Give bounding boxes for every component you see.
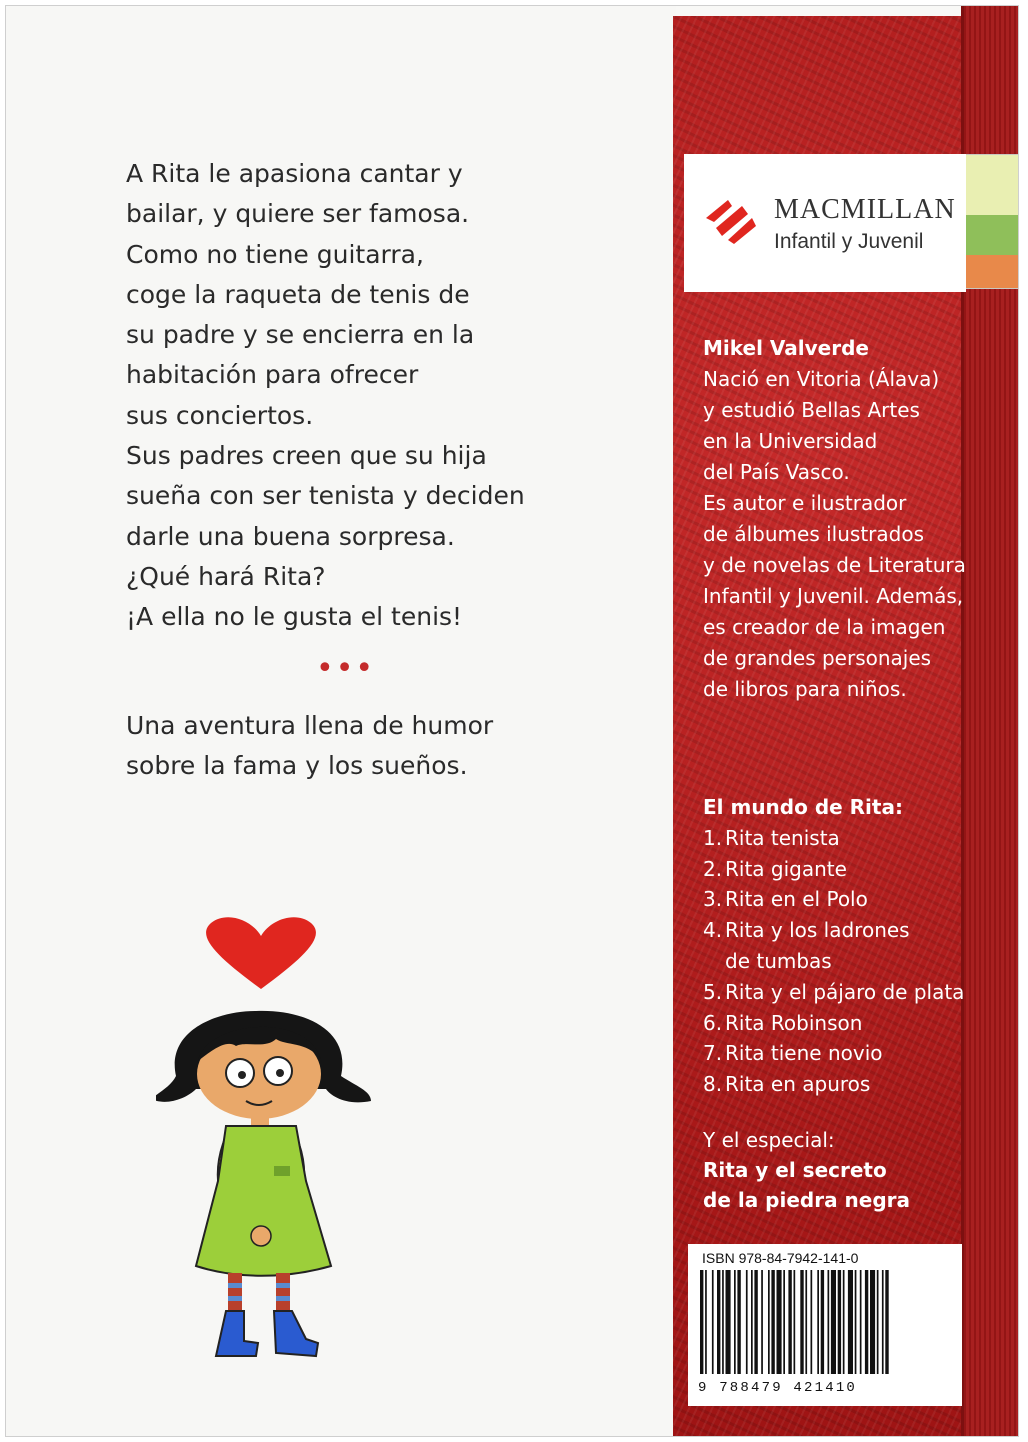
blurb-line: Como no tiene guitarra, <box>126 239 424 269</box>
barcode-bars <box>698 1270 952 1374</box>
barcode-bar <box>860 1270 862 1374</box>
right-leg <box>276 1273 290 1313</box>
list-item <box>703 1069 978 1100</box>
item-title: de tumbas <box>725 948 832 973</box>
tagline <box>126 706 493 786</box>
macmillan-logo-icon <box>702 196 758 246</box>
item-number: 1. <box>703 825 723 850</box>
publisher-logo <box>684 154 966 292</box>
barcode-bar <box>717 1270 720 1374</box>
right-boot <box>274 1311 318 1356</box>
item-number: 6. <box>703 1010 723 1035</box>
barcode-bar <box>768 1270 770 1374</box>
blurb-panel <box>6 6 676 1436</box>
barcode-bar <box>777 1270 782 1374</box>
blurb-line: bailar, y quiere ser famosa. <box>126 199 470 229</box>
barcode-bar <box>831 1270 836 1374</box>
barcode-bar <box>737 1270 740 1374</box>
blurb-line: su padre y se encierra en la <box>126 320 475 350</box>
blurb-line: sus conciertos. <box>126 400 314 430</box>
list-item <box>703 977 978 1008</box>
barcode-bar <box>848 1270 853 1374</box>
barcode-bar <box>794 1270 796 1374</box>
bio-line: de álbumes ilustrados <box>703 522 924 546</box>
barcode-bar <box>771 1270 774 1374</box>
green-dress <box>196 1126 331 1276</box>
barcode <box>688 1244 962 1406</box>
barcode-bar <box>855 1270 857 1374</box>
barcode-bar <box>726 1270 731 1374</box>
special-edition <box>703 1125 978 1215</box>
barcode-bar <box>817 1270 819 1374</box>
item-number: 3. <box>703 887 723 912</box>
item-number: 7. <box>703 1041 723 1066</box>
item-title: Rita tiene novio <box>725 1041 883 1066</box>
barcode-digits: 9 788479 421410 <box>698 1380 858 1396</box>
bio-line: Nació en Vitoria (Álava) <box>703 367 940 391</box>
barcode-bar <box>843 1270 845 1374</box>
barcode-bar <box>754 1270 757 1374</box>
bio-line: de grandes personajes <box>703 646 932 670</box>
item-number: 5. <box>703 979 723 1004</box>
barcode-bar <box>712 1270 714 1374</box>
barcode-bar <box>722 1270 724 1374</box>
left-boot <box>216 1311 258 1356</box>
bio-line: es creador de la imagen <box>703 615 946 639</box>
item-title: Rita tenista <box>725 825 840 850</box>
blurb-line: Sus padres creen que su hija <box>126 441 487 471</box>
section-separator: ••• <box>316 651 376 686</box>
barcode-bar <box>700 1270 703 1374</box>
bio-line: del País Vasco. <box>703 460 850 484</box>
blurb-line: coge la raqueta de tenis de <box>126 279 470 309</box>
publisher-imprint: Infantil y Juvenil <box>774 230 924 253</box>
barcode-bar <box>870 1270 875 1374</box>
list-item <box>703 915 978 946</box>
blurb-text <box>126 154 646 638</box>
item-number <box>703 946 725 977</box>
bio-line: y estudió Bellas Artes <box>703 398 920 422</box>
special-intro: Y el especial: <box>703 1128 835 1152</box>
list-item <box>703 823 978 854</box>
item-title: Rita Robinson <box>725 1010 863 1035</box>
barcode-bar <box>751 1270 753 1374</box>
series-heading: El mundo de Rita: <box>703 795 903 819</box>
item-title: Rita en apuros <box>725 1072 871 1097</box>
list-item <box>703 1008 978 1039</box>
bio-line: de libros para niños. <box>703 677 907 701</box>
barcode-bar <box>885 1270 888 1374</box>
heart-icon <box>206 917 316 989</box>
blurb-line: A Rita le apasiona cantar y <box>126 159 463 188</box>
item-title: Rita y los ladrones <box>725 918 910 943</box>
item-title: Rita y el pájaro de plata <box>725 979 965 1004</box>
item-title: Rita gigante <box>725 856 847 881</box>
barcode-bar <box>788 1270 791 1374</box>
barcode-bar <box>734 1270 736 1374</box>
special-title: de la piedra negra <box>703 1188 911 1212</box>
item-number: 8. <box>703 1072 723 1097</box>
list-item <box>703 946 978 977</box>
left-leg <box>228 1273 242 1313</box>
tagline-line: sobre la fama y los sueños. <box>126 751 468 780</box>
author-bio <box>703 333 978 705</box>
dress-pocket <box>274 1166 290 1176</box>
bio-line: Es autor e ilustrador <box>703 491 907 515</box>
blurb-line: darle una buena sorpresa. <box>126 521 455 551</box>
rita-illustration <box>156 911 436 1361</box>
bio-line: en la Universidad <box>703 429 878 453</box>
barcode-bar <box>811 1270 813 1374</box>
blurb-line: sueña con ser tenista y deciden <box>126 481 525 511</box>
barcode-bar <box>877 1270 879 1374</box>
blurb-line: ¡A ella no le gusta el tenis! <box>126 602 463 632</box>
tagline-line: Una aventura llena de humor <box>126 711 494 740</box>
barcode-bar <box>761 1270 763 1374</box>
barcode-bar <box>705 1270 707 1374</box>
list-item <box>703 1038 978 1069</box>
item-title: Rita en el Polo <box>725 887 868 912</box>
special-title: Rita y el secreto <box>703 1158 887 1182</box>
list-item <box>703 884 978 915</box>
blurb-line: ¿Qué hará Rita? <box>126 561 326 591</box>
barcode-bar <box>865 1270 868 1374</box>
blurb-line: habitación para ofrecer <box>126 360 419 390</box>
item-number: 4. <box>703 918 723 943</box>
book-back-cover <box>5 5 1019 1437</box>
series-list <box>703 792 978 1100</box>
barcode-bar <box>800 1270 803 1374</box>
bio-line: y de novelas de Literatura <box>703 553 966 577</box>
barcode-bar <box>821 1270 824 1374</box>
barcode-bar <box>838 1270 841 1374</box>
barcode-bar <box>746 1270 748 1374</box>
item-number: 2. <box>703 856 723 881</box>
barcode-bar <box>828 1270 830 1374</box>
bio-line: Infantil y Juvenil. Además, <box>703 584 964 608</box>
author-name: Mikel Valverde <box>703 336 869 360</box>
isbn-label: ISBN 978-84-7942-141-0 <box>702 1250 859 1266</box>
barcode-bar <box>783 1270 785 1374</box>
barcode-bar <box>882 1270 884 1374</box>
spine-artwork <box>958 154 1019 289</box>
publisher-name: MACMILLAN <box>774 194 956 225</box>
list-item <box>703 854 978 885</box>
barcode-bar <box>805 1270 807 1374</box>
